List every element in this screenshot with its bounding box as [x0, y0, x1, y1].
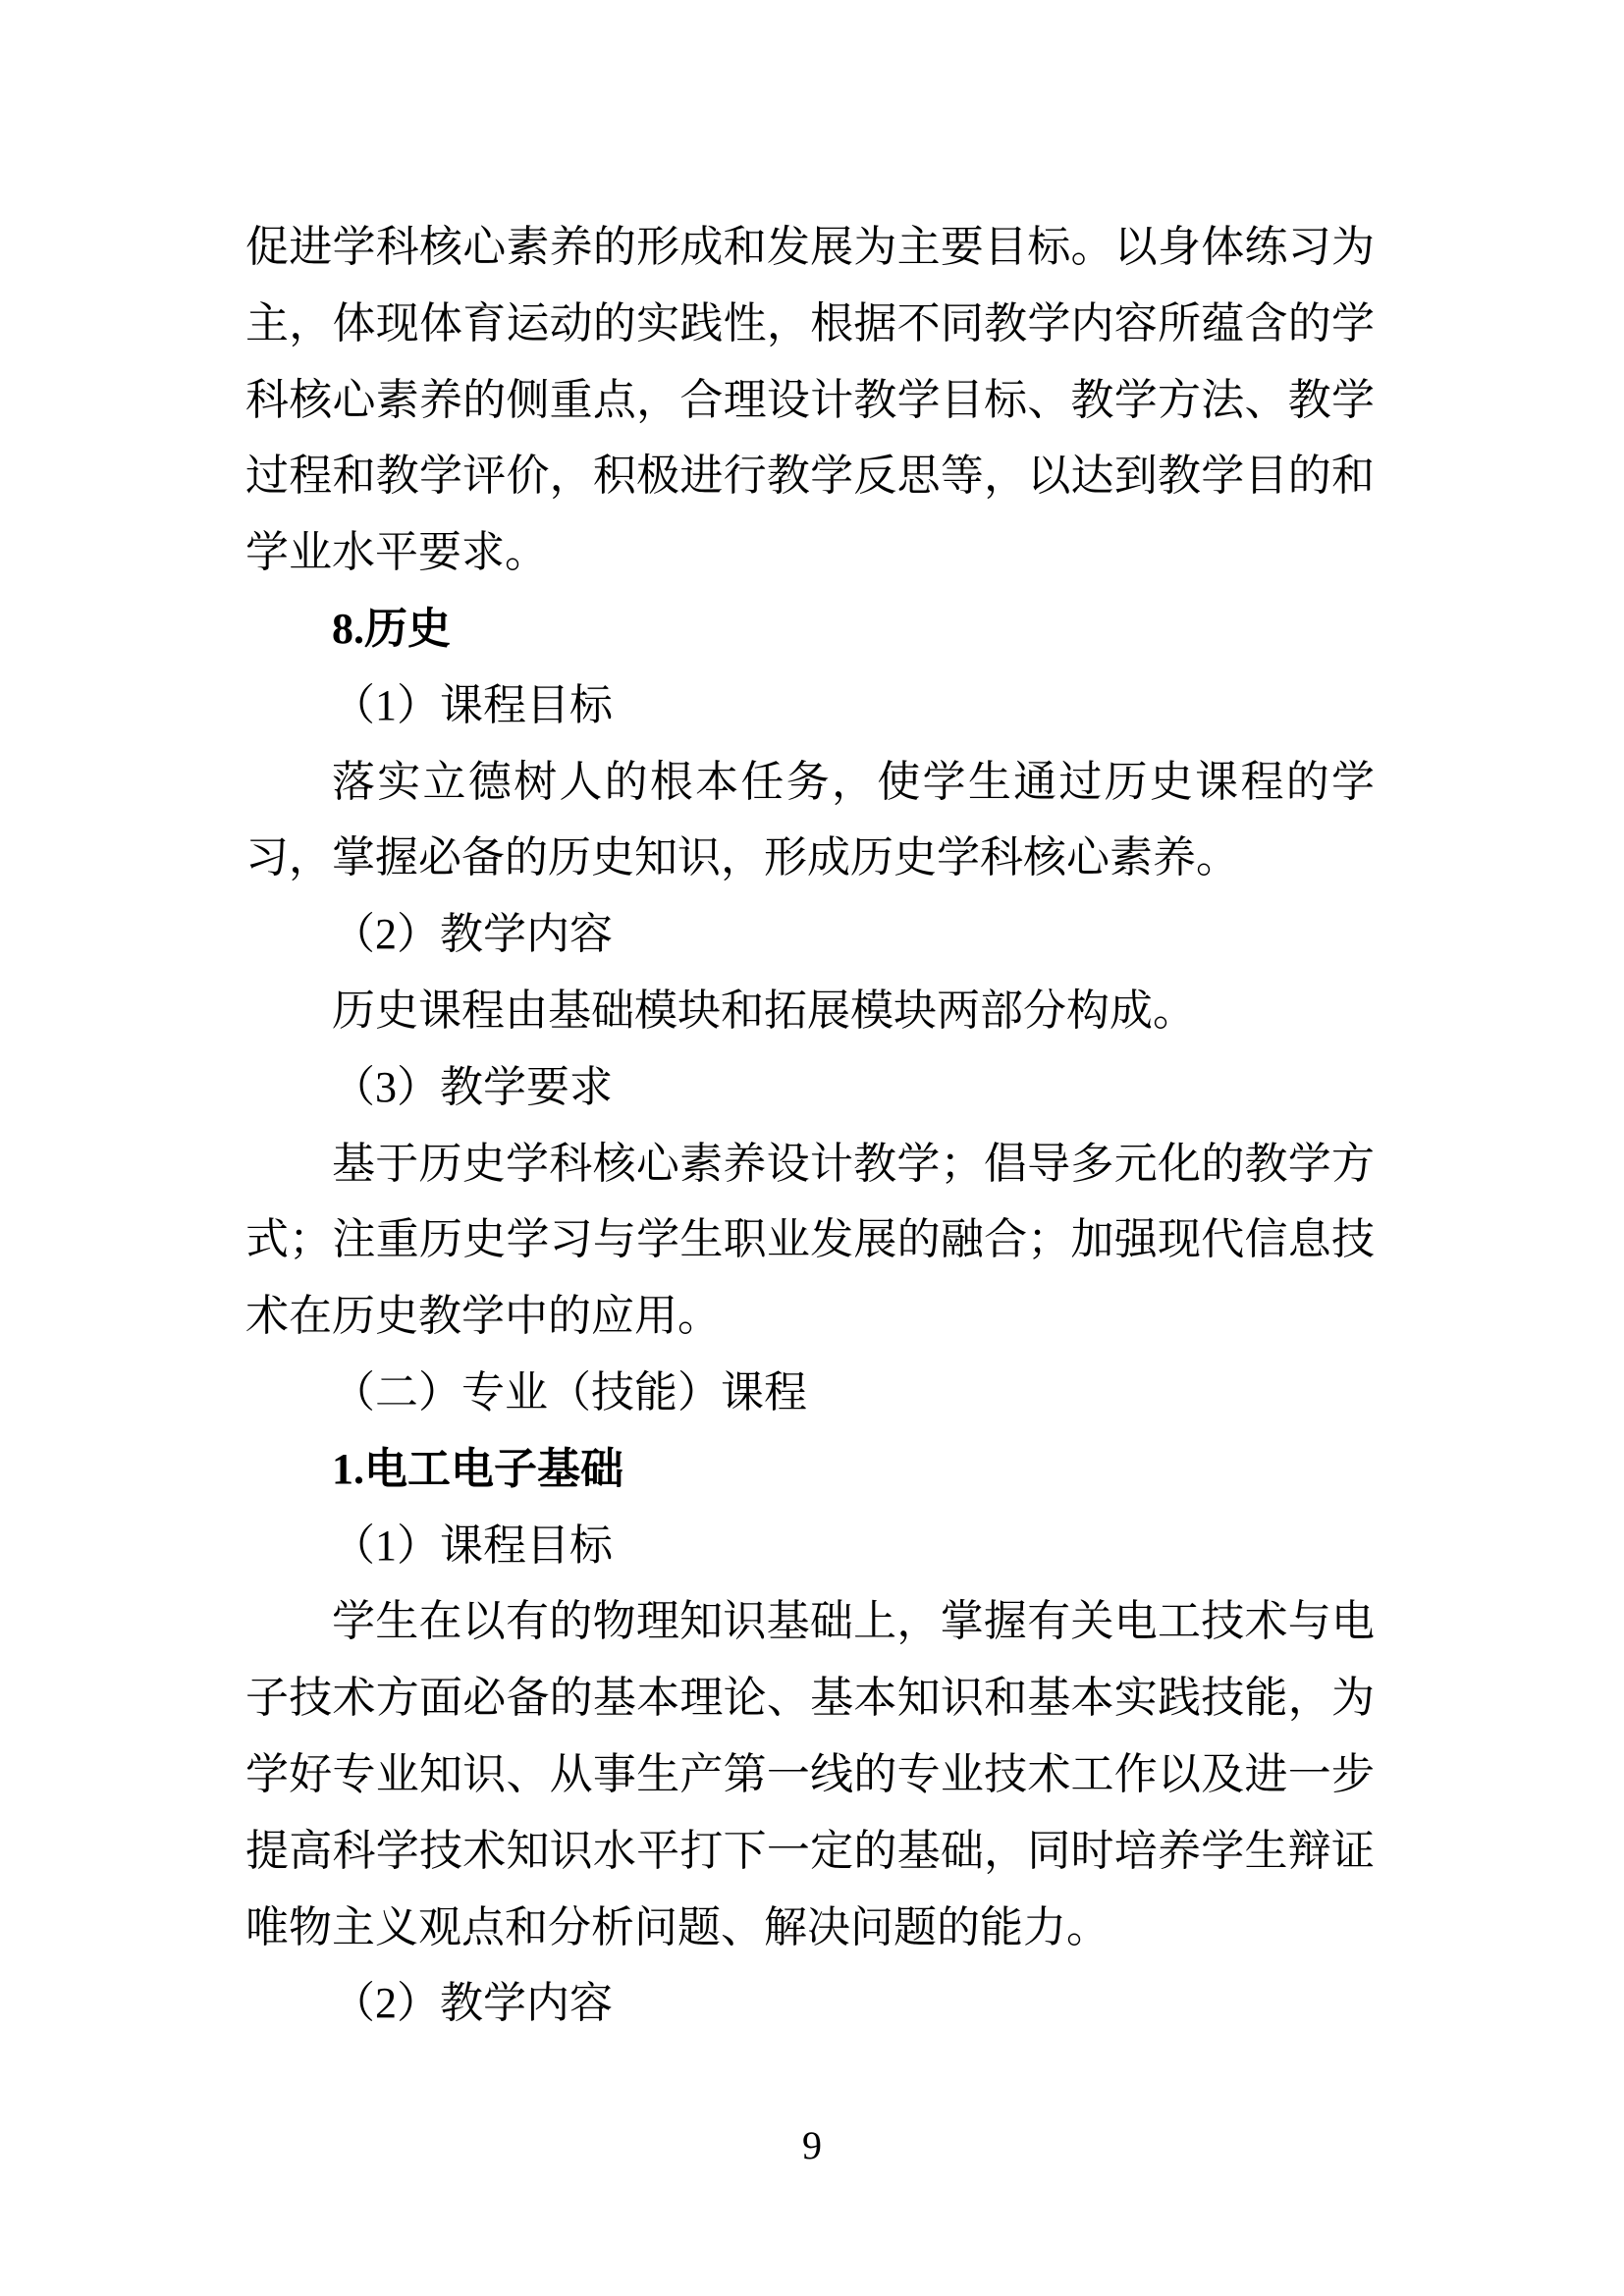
body-line: 学业水平要求。	[245, 528, 548, 577]
body-line: 历史课程由基础模块和拓展模块两部分构成。	[332, 986, 1196, 1035]
heading-electrical-electronics-basics: 1.电工电子基础	[332, 1444, 623, 1493]
body-line: 过程和教学评价，积极进行教学反思等，以达到教学目的和	[245, 452, 1375, 501]
document-text-block	[245, 209, 1375, 2042]
body-line: 主，体现体育运动的实践性，根据不同教学内容所蕴含的学	[245, 298, 1375, 347]
body-line: 学生在以有的物理知识基础上，掌握有关电工技术与电	[332, 1597, 1375, 1646]
body-line: 提高科学技术知识水平打下一定的基础，同时培养学生辩证	[245, 1826, 1375, 1875]
body-line: 术在历史教学中的应用。	[245, 1292, 721, 1341]
body-line: 子技术方面必备的基本理论、基本知识和基本实践技能，为	[245, 1674, 1375, 1723]
label-teaching-content-electrical: （2）教学内容	[332, 1979, 613, 2028]
page-number: 9	[802, 2123, 822, 2167]
section-heading-major-skill-courses: （二）专业（技能）课程	[332, 1367, 807, 1416]
body-line: 唯物主义观点和分析问题、解决问题的能力。	[245, 1902, 1110, 1951]
heading-history: 8.历史	[332, 604, 451, 653]
body-line: 科核心素养的侧重点，合理设计教学目标、教学方法、教学	[245, 375, 1375, 424]
body-line: 落实立德树人的根本任务，使学生通过历史课程的学	[332, 757, 1375, 806]
body-line: 基于历史学科核心素养设计教学；倡导多元化的教学方	[332, 1139, 1375, 1188]
label-course-objective-history: （1）课程目标	[332, 680, 613, 729]
body-line: 学好专业知识、从事生产第一线的专业技术工作以及进一步	[245, 1749, 1375, 1798]
label-teaching-requirements-history: （3）教学要求	[332, 1062, 613, 1111]
label-course-objective-electrical: （1）课程目标	[332, 1521, 613, 1570]
label-teaching-content-history: （2）教学内容	[332, 910, 613, 959]
body-line: 促进学科核心素养的形成和发展为主要目标。以身体练习为	[245, 223, 1375, 271]
body-line: 式；注重历史学习与学生职业发展的融合；加强现代信息技	[245, 1215, 1375, 1264]
body-line: 习，掌握必备的历史知识，形成历史学科核心素养。	[245, 833, 1239, 882]
